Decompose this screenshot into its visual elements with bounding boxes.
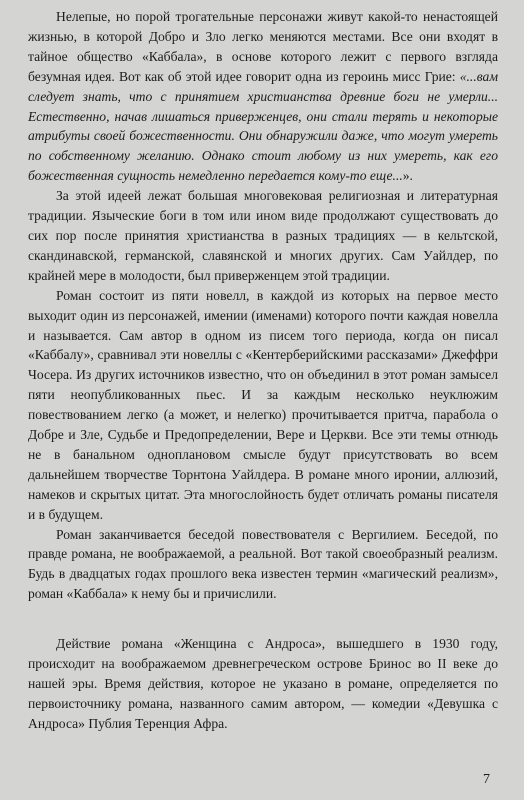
page-number: 7: [483, 772, 490, 788]
paragraph-4: Роман заканчивается беседой повествователя с Вергилием. Беседой, по правде романа, не воображаемой, а реальной. Вот такой своеобразный реализм. Будь в двадцатых годах прошлого века известен термин «магический реализм», роман «Каббала» к нему бы и причислили.: [28, 526, 498, 602]
paragraph-1-quote: «...вам следует знать, что с принятием христианства древние боги не умерли... Естественно, начав лишаться приверженцев, они стали терять и некоторые атрибуты своей божественности. Они обнаружили даже, что могут умереть по собственному желанию. Однако стоит любому из них умереть, как его божественная сущность немедленно передается кому-то еще...: [28, 68, 498, 184]
paragraph-3: Роман состоит из пяти новелл, в каждой из которых на первое место выходит один из персонажей, имении (именами) которого почти каждая новелла и называется. Сам автор в одном из писем того периода, когда он писал «Каббалу», сравнивал эти новеллы с «Кентерберийскими рассказами» Джеффри Чосера. Из других источников известно, что он объединил в этот роман замысел пяти неопубликованных пьес. И за каждым несколько неуклюжим повествованием легко (а может, и нелегко) прочитывается притча, парабола о Добре и Зле, Судьбе и Предопределении, Вере и Церкви. Все эти темы отнюдь не в банальном одноплановом смысле будут присутствовать во всем дальнейшем творчестве Торнтона Уайлдера. В романе много иронии, аллюзий, намеков и скрытых цитат. Эта многослойность будет отличать романы писателя и в будущем.: [28, 287, 498, 522]
paragraph-2: За этой идеей лежат большая многовековая религиозная и литературная традиции. Языческие боги в том или ином виде продолжают существовать до сих пор после принятия христианства в разных традициях — в кельтской, скандинавской, германской, славянской и многих других. Сам Уайлдер, по крайней мере в молодости, был приверженцем этой традиции.: [28, 188, 498, 283]
paragraph-1-close: ».: [402, 168, 413, 184]
paragraph-1: [28, 7, 498, 186]
paragraph-1-lead: Нелепые, но порой трогательные персонажи живут какой-то ненастоящей жизнью, в которой Добро и Зло легко меняются местами. Все они входят в тайное общество «Каббала», в основе которого лежит с первого взгляда безумная идея. Вот как об этой идее говорит одна из героинь мисс Грие:: [28, 9, 498, 84]
paragraph-5: Действие романа «Женщина с Андроса», вышедшего в 1930 году, происходит на воображаемом древнегреческом острове Бринос во II веке до нашей эры. Время действия, которое не указано в романе, определяется по первоисточнику романа, названного самим автором, — комедии «Девушка с Андроса» Публия Теренция Афра.: [28, 636, 498, 731]
